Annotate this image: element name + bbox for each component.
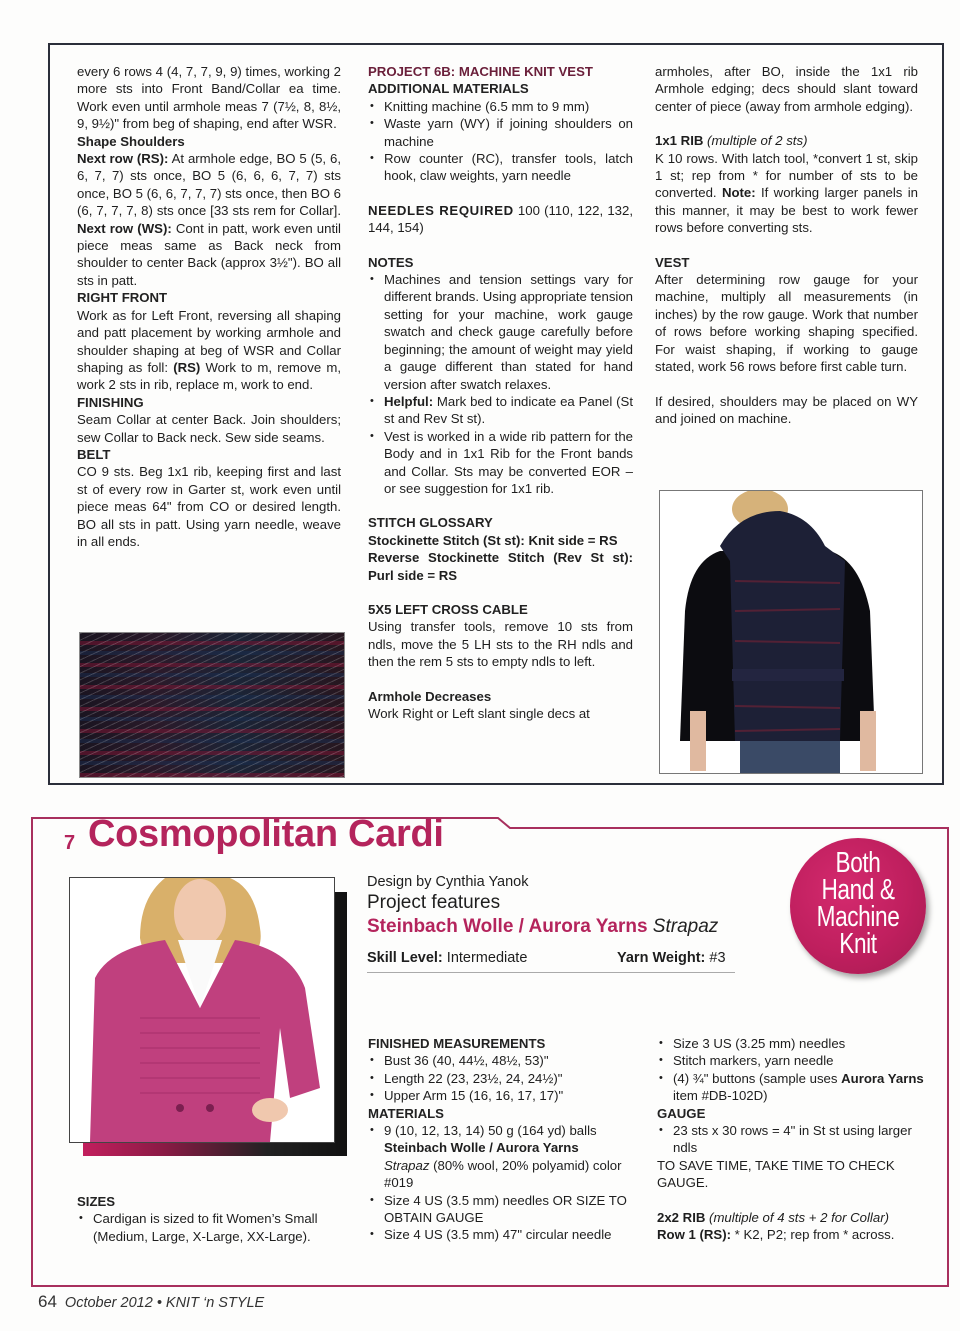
armhole-decreases-continued: armholes, after BO, inside the 1x1 rib Armhole edging; decs should slant toward center of piece (away from armhole edging). bbox=[655, 64, 918, 114]
list-item: • Machines and tension settings vary for different brands. Using appropriate tension setting for your machine, work gauge swatch and check gauge carefully before beginning; the amount of weight may yield a gauge different than stated for hand version after swatch relaxes. bbox=[368, 271, 633, 393]
list-item: • Size 4 US (3.5 mm) 47" circular needle bbox=[368, 1226, 638, 1243]
project-6b-heading: PROJECT 6B: MACHINE KNIT VEST bbox=[368, 64, 593, 79]
shape-shoulders-text bbox=[77, 150, 341, 289]
yarn-name: Strapaz bbox=[652, 916, 719, 937]
list-item: • Cardigan is sized to fit Women’s Small (Medium, Large, X-Large, XX-Large). bbox=[77, 1210, 347, 1245]
page-number: 64 bbox=[38, 1292, 57, 1311]
rib-1x1-text-b: If working larger panels in this manner, it may be best to work fewer rows before converting sts. bbox=[655, 185, 918, 236]
stitch-glossary-heading: STITCH GLOSSARY bbox=[368, 515, 493, 531]
rib-2x2-heading: 2x2 RIB bbox=[657, 1209, 706, 1225]
instructions-column-2 bbox=[368, 63, 633, 722]
cardigan-model-illustration bbox=[70, 878, 334, 1142]
measurements-list bbox=[368, 1052, 638, 1104]
project-number: 7 bbox=[64, 832, 76, 854]
sizes-heading: SIZES bbox=[77, 1194, 116, 1209]
list-item: • Upper Arm 15 (16, 16, 17, 17)" bbox=[368, 1087, 638, 1104]
list-item: • Size 3 US (3.25 mm) needles bbox=[657, 1035, 927, 1052]
skill-level-value: Intermediate bbox=[442, 950, 528, 966]
left-front-continued-text: every 6 rows 4 (4, 7, 7, 9, 9) times, working 2 more sts into Front Band/Collar ea time. Work even until armhole meas 7 (7½, 8, 8½, 9, 9½)" from beg of shaping, end after WSR. bbox=[77, 64, 341, 132]
right-front-heading: RIGHT FRONT bbox=[77, 290, 168, 306]
page-footer bbox=[38, 1292, 264, 1312]
finished-measurements-heading: FINISHED MEASUREMENTS bbox=[368, 1036, 546, 1051]
list-item: • Stitch markers, yarn needle bbox=[657, 1052, 927, 1069]
cable-text: Using transfer tools, remove 10 sts from ndls, move the 5 LH sts to the RH ndls and then the rem 5 sts to empty ndls to left. bbox=[368, 619, 633, 670]
rib-note-label: Note: bbox=[721, 185, 756, 201]
rib-1x1-heading: 1x1 RIB bbox=[655, 133, 704, 149]
yarn-quantity: 9 (10, 12, 13, 14) 50 g (164 yd) balls bbox=[384, 1123, 597, 1139]
materials-list-continued bbox=[657, 1035, 927, 1105]
project-title: Cosmopolitan Cardi bbox=[88, 813, 444, 855]
armhole-decreases-text: Work Right or Left slant single decs at bbox=[368, 706, 590, 721]
list-item: • Vest is worked in a wide rib pattern for the Body and in 1x1 Rib for the Front bands and Collar. Sts may be converted EOR – or see suggestion for 1x1 rib. bbox=[368, 428, 633, 498]
list-item: • Knitting machine (6.5 mm to 9 mm) bbox=[368, 98, 633, 115]
gauge-heading: GAUGE bbox=[657, 1105, 706, 1121]
issue-info: October 2012 • KNIT ‘n STYLE bbox=[64, 1295, 265, 1311]
yarn-weight-value: #3 bbox=[705, 950, 726, 966]
belt-text: CO 9 sts. Beg 1x1 rib, keeping first and last st of every row in Garter st, work even until piece meas 64" from CO or desired length. BO all sts in patt. Using yarn needle, weave in all ends. bbox=[77, 464, 341, 549]
divider bbox=[367, 972, 735, 973]
needles-required bbox=[368, 202, 633, 237]
vest-heading: VEST bbox=[655, 254, 690, 270]
right-front-text-b: Work to m, remove m, work 2 sts in rib, replace m, work to end. bbox=[77, 359, 341, 393]
helpful-label: Helpful: bbox=[384, 393, 434, 409]
needles-required-value: 100 (110, 122, 132, 144, 154) bbox=[368, 202, 633, 236]
yarn-brand-bold: Steinbach Wolle / Aurora Yarns bbox=[384, 1140, 579, 1156]
rib-2x2-heading-line bbox=[657, 1209, 927, 1226]
buttons-brand: Aurora Yarns bbox=[841, 1070, 924, 1086]
rib-1x1-multiple: (multiple of 2 sts) bbox=[703, 133, 808, 149]
materials-heading: MATERIALS bbox=[368, 1105, 444, 1121]
rib-1x1-text-a: K 10 rows. With latch tool, *convert 1 st, skip 1 st; rep from * for number of sts to be converted. bbox=[655, 150, 918, 201]
vest-model-illustration bbox=[660, 491, 922, 773]
next-row-ws-text: Cont in patt, work even until piece meas same as Back neck from shoulder to center Back (approx 3½"). BO all sts in patt. bbox=[77, 220, 341, 288]
yarn-brand: Steinbach Wolle / Aurora Yarns bbox=[367, 916, 648, 937]
featured-yarn bbox=[367, 916, 718, 938]
notes-heading: NOTES bbox=[368, 254, 414, 270]
notes-list bbox=[368, 271, 633, 497]
gauge-note: TO SAVE TIME, TAKE TIME TO CHECK GAUGE. bbox=[657, 1157, 895, 1191]
list-item: • Size 4 US (3.5 mm) needles OR SIZE TO OBTAIN GAUGE bbox=[368, 1192, 638, 1227]
row-1-instruction bbox=[657, 1226, 927, 1243]
finishing-text: Seam Collar at center Back. Join shoulders; sew Collar to Back neck. Sew side seams. bbox=[77, 412, 341, 445]
additional-materials-heading: ADDITIONAL MATERIALS bbox=[368, 81, 529, 97]
rib-1x1-heading-line bbox=[655, 132, 918, 149]
yarn-name-italic: Strapaz bbox=[384, 1157, 430, 1173]
belt-heading: BELT bbox=[77, 446, 111, 462]
materials-list bbox=[368, 1122, 638, 1244]
vest-fabric-swatch-photo bbox=[79, 632, 345, 778]
right-front-rs-label: (RS) bbox=[173, 359, 201, 375]
badge-line: Machine bbox=[816, 901, 900, 933]
helpful-text: Mark bed to indicate ea Panel (St st and Rev St st). bbox=[384, 393, 633, 427]
badge-line: Hand & bbox=[821, 874, 895, 906]
skill-level bbox=[367, 950, 527, 966]
list-item: • Length 22 (23, 23½, 24, 24½)" bbox=[368, 1070, 638, 1087]
vest-back-photo bbox=[659, 490, 923, 774]
list-item: • Row counter (RC), transfer tools, latch hook, claw weights, yarn needle bbox=[368, 150, 633, 185]
row-1-label: Row 1 (RS): bbox=[657, 1227, 731, 1243]
list-item: • Bust 36 (40, 44½, 48½, 53)" bbox=[368, 1052, 638, 1069]
right-front-text-a: Work as for Left Front, reversing all shaping and patt placement by working armhole and shoulder shaping at beg of WSR and Collar shaping as foll: bbox=[77, 307, 341, 375]
next-row-rs-text: At armhole edge, BO 5 (5, 6, 6, 7, 7) sts once, BO 5 (6, 6, 6, 7, 7) sts once, BO 5 (6, 6, 7, 7, 7) sts once, then BO 6 (6, 7, 7, 7, 8) sts once [33 sts rem for Collar]. bbox=[77, 151, 341, 219]
buttons-item: item #DB-102D) bbox=[673, 1088, 768, 1104]
buttons-text: (4) ¾" buttons (sample uses bbox=[673, 1070, 842, 1086]
badge-line: Both bbox=[835, 847, 881, 879]
yarn-weight-label: Yarn Weight: bbox=[617, 950, 706, 966]
cardigan-model-photo bbox=[69, 877, 335, 1143]
needles-required-label: NEEDLES REQUIRED bbox=[368, 202, 514, 218]
materials-column bbox=[368, 1035, 638, 1244]
vest-text: After determining row gauge for your machine, multiply all measurements (in inches) by the row gauge. Work that number of rows before working shaping specified. For waist shaping, if working to gauge stated, work 56 rows before first cable turn. bbox=[655, 272, 918, 375]
rib-1x1-text bbox=[655, 150, 918, 237]
instructions-column-3 bbox=[655, 63, 918, 427]
list-item: • 23 sts x 30 rows = 4" in St st using larger ndls bbox=[657, 1122, 927, 1157]
gauge-column bbox=[657, 1035, 927, 1243]
list-item bbox=[657, 1070, 927, 1105]
next-row-ws-label: Next row (WS): bbox=[77, 220, 172, 236]
row-1-text: * K2, P2; rep from * across. bbox=[731, 1227, 895, 1243]
additional-materials-list bbox=[368, 98, 633, 185]
shoulders-note: If desired, shoulders may be placed on WY and joined on machine. bbox=[655, 393, 918, 426]
sizes-section bbox=[77, 1193, 347, 1245]
armhole-decreases-heading: Armhole Decreases bbox=[368, 688, 492, 704]
list-item: • Waste yarn (WY) if joining shoulders on machine bbox=[368, 115, 633, 150]
list-item bbox=[368, 1122, 638, 1192]
hand-machine-knit-badge bbox=[790, 838, 926, 974]
skill-level-label: Skill Level: bbox=[367, 950, 443, 966]
right-front-text bbox=[77, 307, 341, 394]
badge-line: Knit bbox=[839, 928, 877, 960]
list-item bbox=[368, 393, 633, 428]
designer-credit: Design by Cynthia Yanok bbox=[367, 874, 529, 890]
project-features-label: Project features bbox=[367, 892, 501, 913]
rib-2x2-multiple: (multiple of 4 sts + 2 for Collar) bbox=[705, 1209, 889, 1225]
instructions-column-1 bbox=[77, 63, 341, 550]
finishing-heading: FINISHING bbox=[77, 394, 144, 410]
next-row-rs-label: Next row (RS): bbox=[77, 151, 169, 167]
yarn-weight bbox=[617, 950, 726, 966]
glossary-stockinette: Stockinette Stitch (St st): Knit side = RS bbox=[368, 532, 618, 548]
yarn-fiber-color: (80% wool, 20% polyamid) color #019 bbox=[384, 1157, 622, 1191]
shape-shoulders-heading: Shape Shoulders bbox=[77, 133, 185, 149]
glossary-reverse-stockinette: Reverse Stockinette Stitch (Rev St st): Purl side = RS bbox=[368, 550, 633, 583]
cable-heading: 5X5 LEFT CROSS CABLE bbox=[368, 601, 528, 617]
